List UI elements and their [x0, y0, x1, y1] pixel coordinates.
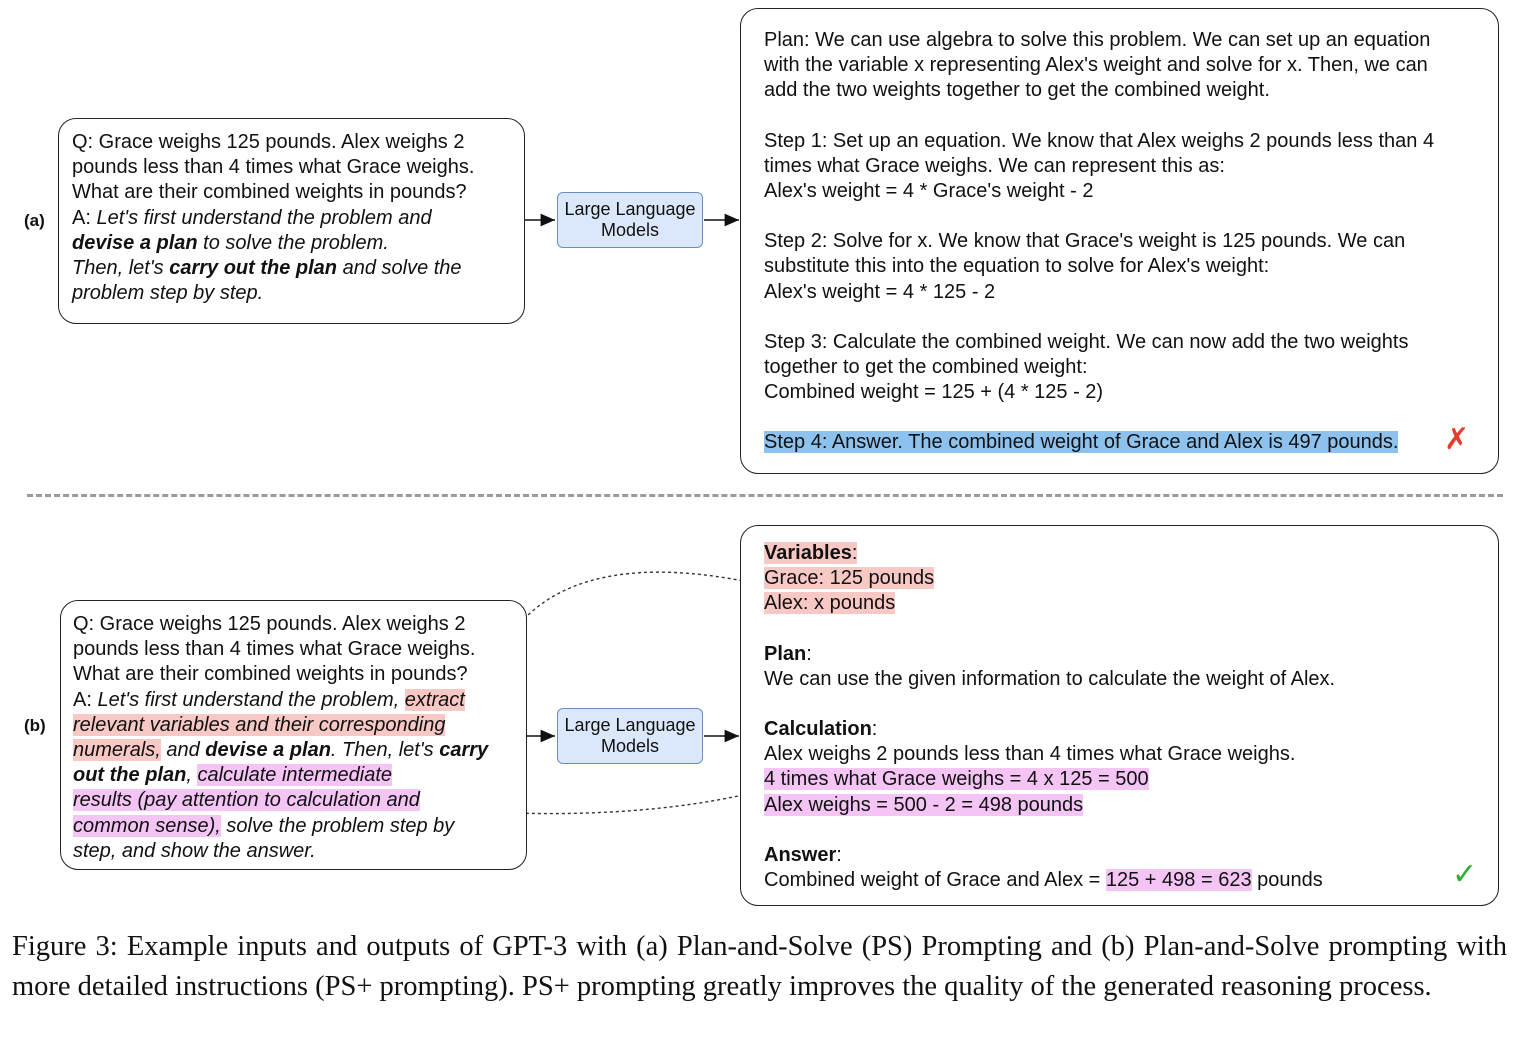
calculation-line-3: Alex weighs = 500 - 2 = 498 pounds: [764, 793, 1084, 816]
panel-a-question-line-2: pounds less than 4 times what Grace weighs.: [72, 156, 475, 179]
panel-a-question-line-3: What are their combined weights in pounds?: [72, 181, 467, 204]
panel-divider: [27, 494, 1503, 497]
panel-b-answer-line-1: A: Let's first understand the problem, extract: [73, 688, 465, 711]
panel-a-answer-line-3: Then, let's carry out the plan and solve the: [72, 257, 462, 280]
panel-a-plan-line-2: with the variable x representing Alex's weight and solve for x. Then, we can: [764, 54, 1428, 77]
panel-b-answer-line-2: relevant variables and their corresponding: [73, 713, 446, 736]
panel-a-step3-line-1: Step 3: Calculate the combined weight. We can now add the two weights: [764, 330, 1409, 353]
panel-a-output-box: [740, 8, 1499, 474]
calculation-heading: Calculation:: [764, 718, 878, 741]
panel-a-llm-node: Large Language Models: [557, 192, 703, 248]
panel-a-answer-line-4: problem step by step.: [72, 282, 264, 305]
variable-grace: Grace: 125 pounds: [764, 567, 935, 590]
panel-a-step1-line-2: times what Grace weighs. We can represent this as:: [764, 154, 1225, 177]
wrong-mark-icon: ✗: [1444, 423, 1470, 456]
panel-a-step4-line: [764, 430, 1498, 455]
panel-a-input-box: [58, 118, 525, 324]
panel-b-answer-line-4: out the plan, calculate intermediate: [73, 764, 393, 787]
panel-a-step2-line-2: substitute this into the equation to solve for Alex's weight:: [764, 255, 1270, 278]
panel-a-step2-line-3: Alex's weight = 4 * 125 - 2: [764, 280, 996, 303]
panel-a-question-line-1: Q: Grace weighs 125 pounds. Alex weighs 2: [72, 131, 465, 153]
panel-a-step1-line-3: Alex's weight = 4 * Grace's weight - 2: [764, 180, 1094, 203]
panel-a-step3-line-3: Combined weight = 125 + (4 * 125 - 2): [764, 381, 1104, 404]
panel-a-final-answer-highlight: Step 4: Answer. The combined weight of Grace and Alex is 497 pounds.: [764, 431, 1399, 454]
panel-b-question-line-2: pounds less than 4 times what Grace weighs.: [73, 638, 476, 661]
panel-b-answer-line-3: numerals, and devise a plan. Then, let's carry: [73, 739, 489, 762]
variable-alex: Alex: x pounds: [764, 592, 896, 615]
panel-a-answer-line-2: devise a plan to solve the problem.: [72, 231, 389, 254]
panel-a-answer-line-1: A: Let's first understand the problem and: [72, 206, 432, 229]
panel-b-answer-line-5: results (pay attention to calculation and: [73, 789, 420, 812]
panel-a-plan-line-1: Plan: We can use algebra to solve this problem. We can set up an equation: [764, 29, 1431, 51]
panel-b-question-line-1: Q: Grace weighs 125 pounds. Alex weighs 2: [73, 613, 466, 635]
plan-text: We can use the given information to calculate the weight of Alex.: [764, 667, 1336, 690]
answer-line: Combined weight of Grace and Alex = 125 + 498 = 623 pounds: [764, 869, 1323, 892]
panel-b-answer-line-7: step, and show the answer.: [73, 839, 316, 862]
panel-a-step2-line-1: Step 2: Solve for x. We know that Grace's weight is 125 pounds. We can: [764, 230, 1406, 253]
panel-b-question-line-3: What are their combined weights in pounds?: [73, 663, 468, 686]
figure-caption: Figure 3: Example inputs and outputs of GPT-3 with (a) Plan-and-Solve (PS) Prompting and (b) Plan-and-Solve prompting with more detailed instructions (PS+ prompting). PS+ prompting greatly improves the quality of the generated reasoning process.: [12, 931, 1507, 1002]
panel-b-answer-line-6: common sense), solve the problem step by: [73, 814, 455, 837]
panel-a-plan-line-3: add the two weights together to get the combined weight.: [764, 79, 1270, 102]
check-mark-icon: ✓: [1452, 858, 1478, 891]
plan-heading: Plan:: [764, 642, 812, 665]
calculation-line-1: Alex weighs 2 pounds less than 4 times what Grace weighs.: [764, 743, 1296, 766]
panel-b-label: (b): [24, 716, 46, 735]
calculation-line-2: 4 times what Grace weighs = 4 x 125 = 500: [764, 768, 1149, 791]
panel-b-llm-node: Large Language Models: [557, 708, 703, 764]
panel-b-output-box: [740, 525, 1499, 906]
panel-a-step1-line-1: Step 1: Set up an equation. We know that Alex weighs 2 pounds less than 4: [764, 129, 1435, 152]
panel-a-step3-line-2: together to get the combined weight:: [764, 356, 1088, 379]
panel-b-input-box: [60, 600, 527, 870]
answer-heading: Answer:: [764, 843, 842, 866]
panel-a-label: (a): [24, 211, 45, 230]
variables-heading: Variables:: [764, 542, 858, 564]
